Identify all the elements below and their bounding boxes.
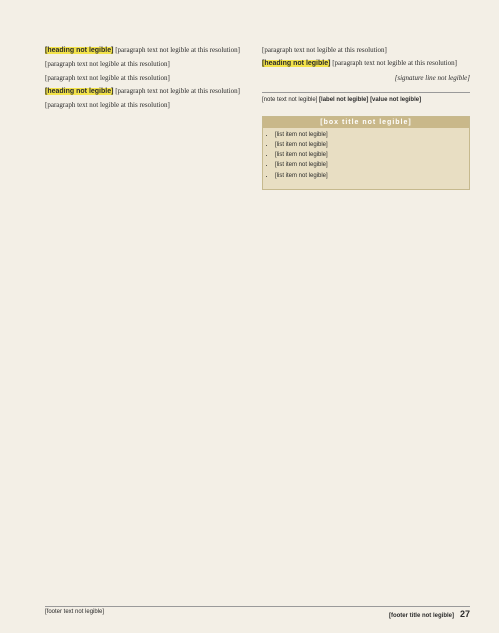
list-item: • [list item not legible] xyxy=(275,152,463,159)
paragraph-lead: [heading not legible] xyxy=(45,87,114,95)
list-item: • [list item not legible] xyxy=(275,162,463,169)
footer-issue: [footer text not legible] xyxy=(45,609,105,615)
paragraph-text: [paragraph text not legible at this resolution] xyxy=(115,46,240,54)
footer-magazine-title: [footer title not legible] xyxy=(388,613,454,619)
list-item: • [list item not legible] xyxy=(275,142,463,149)
left-column xyxy=(45,46,250,114)
paragraph-text: [paragraph text not legible at this resolution] xyxy=(262,46,387,54)
right-column xyxy=(262,46,470,190)
page-footer xyxy=(45,606,470,619)
paragraph xyxy=(45,101,250,109)
note-text: [note text not legible] xyxy=(262,96,318,103)
note-label: [label not legible] xyxy=(319,96,369,103)
paragraph-lead: [heading not legible] xyxy=(45,47,114,54)
paragraph-text: [paragraph text not legible at this resolution] xyxy=(45,60,170,69)
author-signature: [signature line not legible] xyxy=(394,73,470,82)
paragraph-text: [paragraph text not legible at this resolution] xyxy=(45,73,170,82)
info-box-title: [box title not legible] xyxy=(263,117,469,128)
footer-magazine xyxy=(389,609,470,619)
paragraph xyxy=(45,87,250,96)
info-box-list xyxy=(263,128,469,189)
paragraph xyxy=(45,74,250,82)
info-box xyxy=(262,116,470,190)
paragraph xyxy=(262,46,470,54)
paragraph-lead: [heading not legible] xyxy=(262,60,331,68)
list-item: • [list item not legible] xyxy=(275,173,463,180)
contact-note xyxy=(262,92,470,104)
list-item: • [list item not legible] xyxy=(275,132,463,139)
paragraph xyxy=(262,59,470,68)
paragraph-text: [paragraph text not legible at this resolution] xyxy=(45,101,170,110)
paragraph-text: [paragraph text not legible at this resolution] xyxy=(332,59,457,68)
paragraph xyxy=(45,46,250,55)
note-value: [value not legible] xyxy=(370,96,422,103)
paragraph xyxy=(45,60,250,68)
paragraph-text: [paragraph text not legible at this resolution] xyxy=(115,86,240,95)
page-number: 27 xyxy=(459,609,470,619)
